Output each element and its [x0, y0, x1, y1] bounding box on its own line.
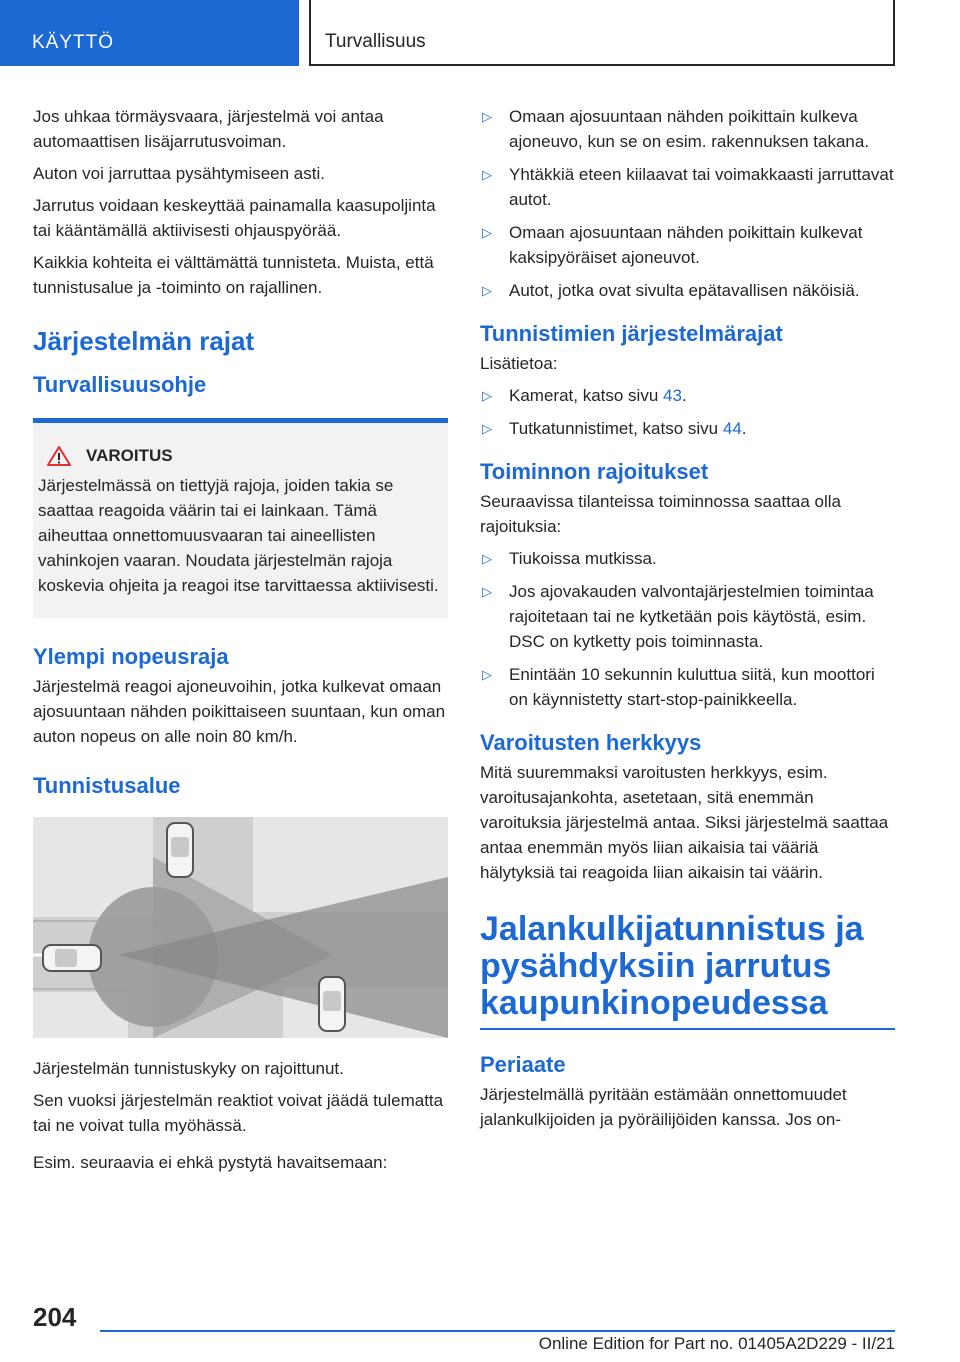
page-number: 204 [33, 1302, 77, 1332]
subsection-heading: Varoitusten herkkyys [480, 730, 702, 755]
paragraph: Sen vuoksi järjestelmän reaktiot voivat jäädä tulematta tai ne voivat tulla myöhässä. [33, 1091, 444, 1135]
paragraph: Mitä suuremmaksi varoitusten herkkyys, esim. varoitusajankohta, asetetaan, sitä enemmän varoituksia järjestelmä antaa. Siksi järjestelmä saattaa antaa enemmän myös liian aikaisia tai vääriä hälytyksiä tai reagoida liian aikaisin tai väärin. [480, 763, 889, 882]
subsection-heading: Periaate [480, 1052, 566, 1077]
list-item-text: Tiukoissa mutkissa. [509, 549, 657, 568]
list-item [480, 662, 895, 712]
paragraph: Seuraavissa tilanteissa toiminnossa saattaa olla rajoituksia: [480, 492, 841, 536]
triangle-bullet-icon: ▷ [482, 388, 492, 403]
triangle-bullet-icon: ▷ [482, 283, 492, 298]
triangle-bullet-icon: ▷ [482, 551, 492, 566]
paragraph: Kaikkia kohteita ei välttämättä tunnisteta. Muista, että tunnistusalue ja -toiminto on rajallinen. [33, 253, 434, 297]
paragraph: Auton voi jarruttaa pysähtymiseen asti. [33, 164, 325, 183]
list-item-text: Enintään 10 sekunnin kuluttua siitä, kun moottori on käynnistetty start-stop-painikkeella. [509, 665, 875, 709]
paragraph: Järjestelmällä pyritään estämään onnettomuudet jalankulkijoiden ja pyöräilijöiden kanssa. Jos on- [480, 1085, 847, 1129]
section-heading: Järjestelmän rajat [33, 326, 255, 356]
triangle-bullet-icon: ▷ [482, 225, 492, 240]
list-item-text: Jos ajovakauden valvontajärjestelmien toimintaa rajoitetaan tai ne kytketään pois käytöstä, esim. DSC on kytketty pois toiminnasta. [509, 582, 874, 651]
subsection-heading: Ylempi nopeusraja [33, 644, 229, 669]
warning-header [38, 445, 443, 467]
reference-list [480, 383, 895, 441]
list-item [480, 104, 895, 154]
list-item [480, 416, 895, 441]
triangle-bullet-icon: ▷ [482, 584, 492, 599]
list-item [480, 278, 895, 303]
paragraph: Lisätietoa: [480, 354, 558, 373]
page-header-title-text: Turvallisuus [325, 31, 426, 52]
page-link[interactable]: 43 [663, 386, 682, 405]
paragraph: Järjestelmä reagoi ajoneuvoihin, jotka kulkevat omaan ajosuuntaan nähden poikittaiseen suuntaan, kun oman auton nopeus on alle noin 80 km/h. [33, 677, 446, 746]
list-item [480, 383, 895, 408]
footer-divider [100, 1330, 895, 1332]
warning-box [33, 418, 448, 618]
list-item-end: . [741, 419, 747, 438]
page-link[interactable]: 44 [722, 419, 742, 438]
section-tab-label: KÄYTTÖ [32, 32, 115, 53]
list-item-text: Omaan ajosuuntaan nähden poikittain kulkevat kaksipyöräiset ajoneuvot. [509, 223, 863, 267]
footer-edition: Online Edition for Part no. 01405A2D229 - II/21 [538, 1334, 895, 1353]
restrictions-list [480, 546, 895, 712]
paragraph: Jos uhkaa törmäysvaara, järjestelmä voi antaa automaattisen lisäjarrutusvoiman. [33, 107, 384, 151]
subsection-heading: Tunnistimien järjestelmärajat [480, 321, 783, 346]
list-item-text: Tutkatunnistimet, katso sivu [509, 419, 723, 438]
list-item [480, 162, 895, 212]
paragraph: Esim. seuraavia ei ehkä pystytä havaitsemaan: [33, 1153, 388, 1172]
chapter-heading: Jalankulkijatunnistus ja pysähdyksiin jarrutus kaupunkinopeudessa [480, 911, 895, 1030]
triangle-bullet-icon: ▷ [482, 667, 492, 682]
list-item-text: Omaan ajosuuntaan nähden poikittain kulkeva ajoneuvo, kun se on esim. rakennuksen takana. [509, 107, 870, 151]
list-item-text: Autot, jotka ovat sivulta epätavallisen näköisiä. [509, 281, 860, 300]
paragraph: Järjestelmän tunnistuskyky on rajoittunut. [33, 1059, 344, 1078]
list-item [480, 546, 895, 571]
list-item [480, 579, 895, 654]
warning-text: Järjestelmässä on tiettyjä rajoja, joiden takia se saattaa reagoida väärin tai ei lainkaan. Tämä aiheuttaa onnettomuusvaaran tai aineellisten vahinkojen vaaran. Noudata järjestelmän rajoja koskevia ohjeita ja reagoi itse tarvittaessa aktiivisesti. [38, 476, 439, 595]
limitations-list [480, 104, 895, 303]
left-column [33, 104, 448, 1182]
right-column [480, 104, 895, 1139]
list-item-text: Yhtäkkiä eteen kiilaavat tai voimakkaasti jarruttavat autot. [509, 165, 894, 209]
list-item-text: Kamerat, katso sivu [509, 386, 664, 405]
paragraph: Jarrutus voidaan keskeyttää painamalla kaasupoljinta tai kääntämällä aktiivisesti ohjauspyörää. [33, 196, 436, 240]
subsection-heading: Tunnistusalue [33, 773, 181, 798]
section-tab[interactable] [0, 0, 299, 66]
list-item [480, 220, 895, 270]
triangle-bullet-icon: ▷ [482, 167, 492, 182]
subsection-heading: Turvallisuusohje [33, 372, 207, 397]
detection-area-illustration [33, 817, 448, 1038]
subsection-heading: Toiminnon rajoitukset [480, 459, 709, 484]
triangle-bullet-icon: ▷ [482, 109, 492, 124]
list-item-end: . [681, 386, 687, 405]
page-header-title [311, 0, 895, 66]
warning-triangle-icon [46, 445, 72, 467]
triangle-bullet-icon: ▷ [482, 421, 492, 436]
warning-title: VAROITUS [86, 446, 173, 465]
